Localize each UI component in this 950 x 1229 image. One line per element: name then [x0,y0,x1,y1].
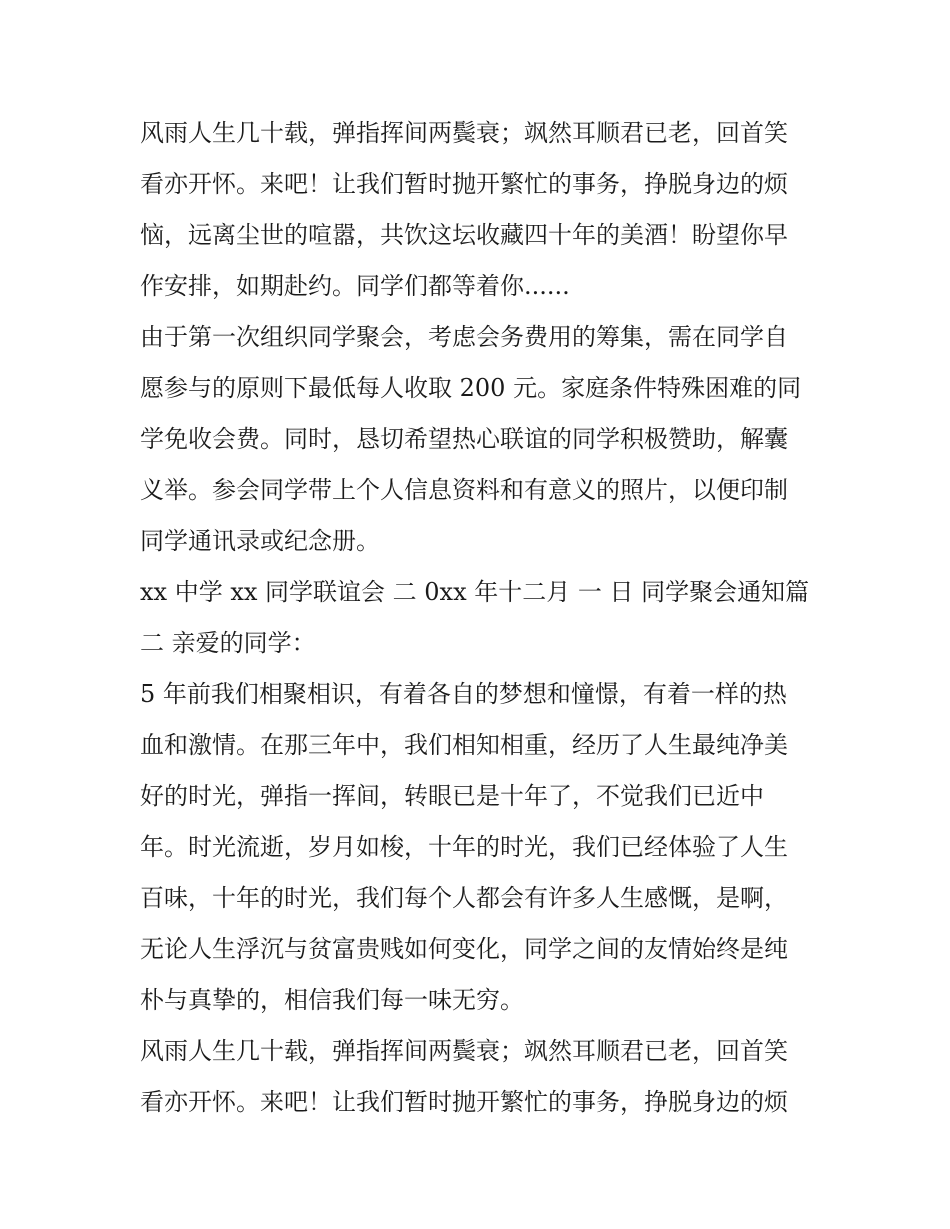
text-line: xx 中学 xx 同学联谊会 二 0xx 年十二月 一 日 同学聚会通知篇 [140,578,810,606]
text-line: 好的时光，弹指一挥间，转眼已是十年了，不觉我们已近中 [140,782,764,810]
text-line: 朴与真挚的，相信我们每一味无穷。 [140,986,524,1014]
paragraph-signature-heading [140,567,820,669]
text-line: 愿参与的原则下最低每人收取 200 元。家庭条件特殊困难的同 [140,374,802,402]
text-line: 作安排，如期赴约。同学们都等着你...... [140,272,570,300]
document-page [140,108,820,1128]
text-line: 二 亲爱的同学： [140,629,316,657]
text-line: 看亦开怀。来吧！让我们暂时抛开繁忙的事务，挣脱身边的烦 [140,170,788,198]
text-line: 无论人生浮沉与贫富贵贱如何变化，同学之间的友情始终是纯 [140,935,788,963]
text-line: 看亦开怀。来吧！让我们暂时抛开繁忙的事务，挣脱身边的烦 [140,1088,788,1116]
text-line: 血和激情。在那三年中，我们相知相重，经历了人生最纯净美 [140,731,788,759]
text-line: 风雨人生几十载，弹指挥间两鬓衰；飒然耳顺君已老，回首笑 [140,119,788,147]
text-line: 同学通讯录或纪念册。 [140,527,380,555]
text-line: 学免收会费。同时，恳切希望热心联谊的同学积极赞助，解囊 [140,425,788,453]
text-line: 义举。参会同学带上个人信息资料和有意义的照片，以便印制 [140,476,788,504]
text-line: 5 年前我们相聚相识，有着各自的梦想和憧憬，有着一样的热 [140,680,787,708]
paragraph-invitation [140,108,820,312]
text-line: 百味，十年的时光，我们每个人都会有许多人生感慨，是啊， [140,884,788,912]
text-line: 恼，远离尘世的喧嚣，共饮这坛收藏四十年的美酒！盼望你早 [140,221,788,249]
text-line: 年。时光流逝，岁月如梭，十年的时光，我们已经体验了人生 [140,833,788,861]
paragraph-fees [140,312,820,567]
text-line: 风雨人生几十载，弹指挥间两鬓衰；飒然耳顺君已老，回首笑 [140,1037,788,1065]
paragraph-memories [140,669,820,1026]
text-line: 由于第一次组织同学聚会，考虑会务费用的筹集，需在同学自 [140,323,788,351]
paragraph-invitation-repeat [140,1026,820,1128]
